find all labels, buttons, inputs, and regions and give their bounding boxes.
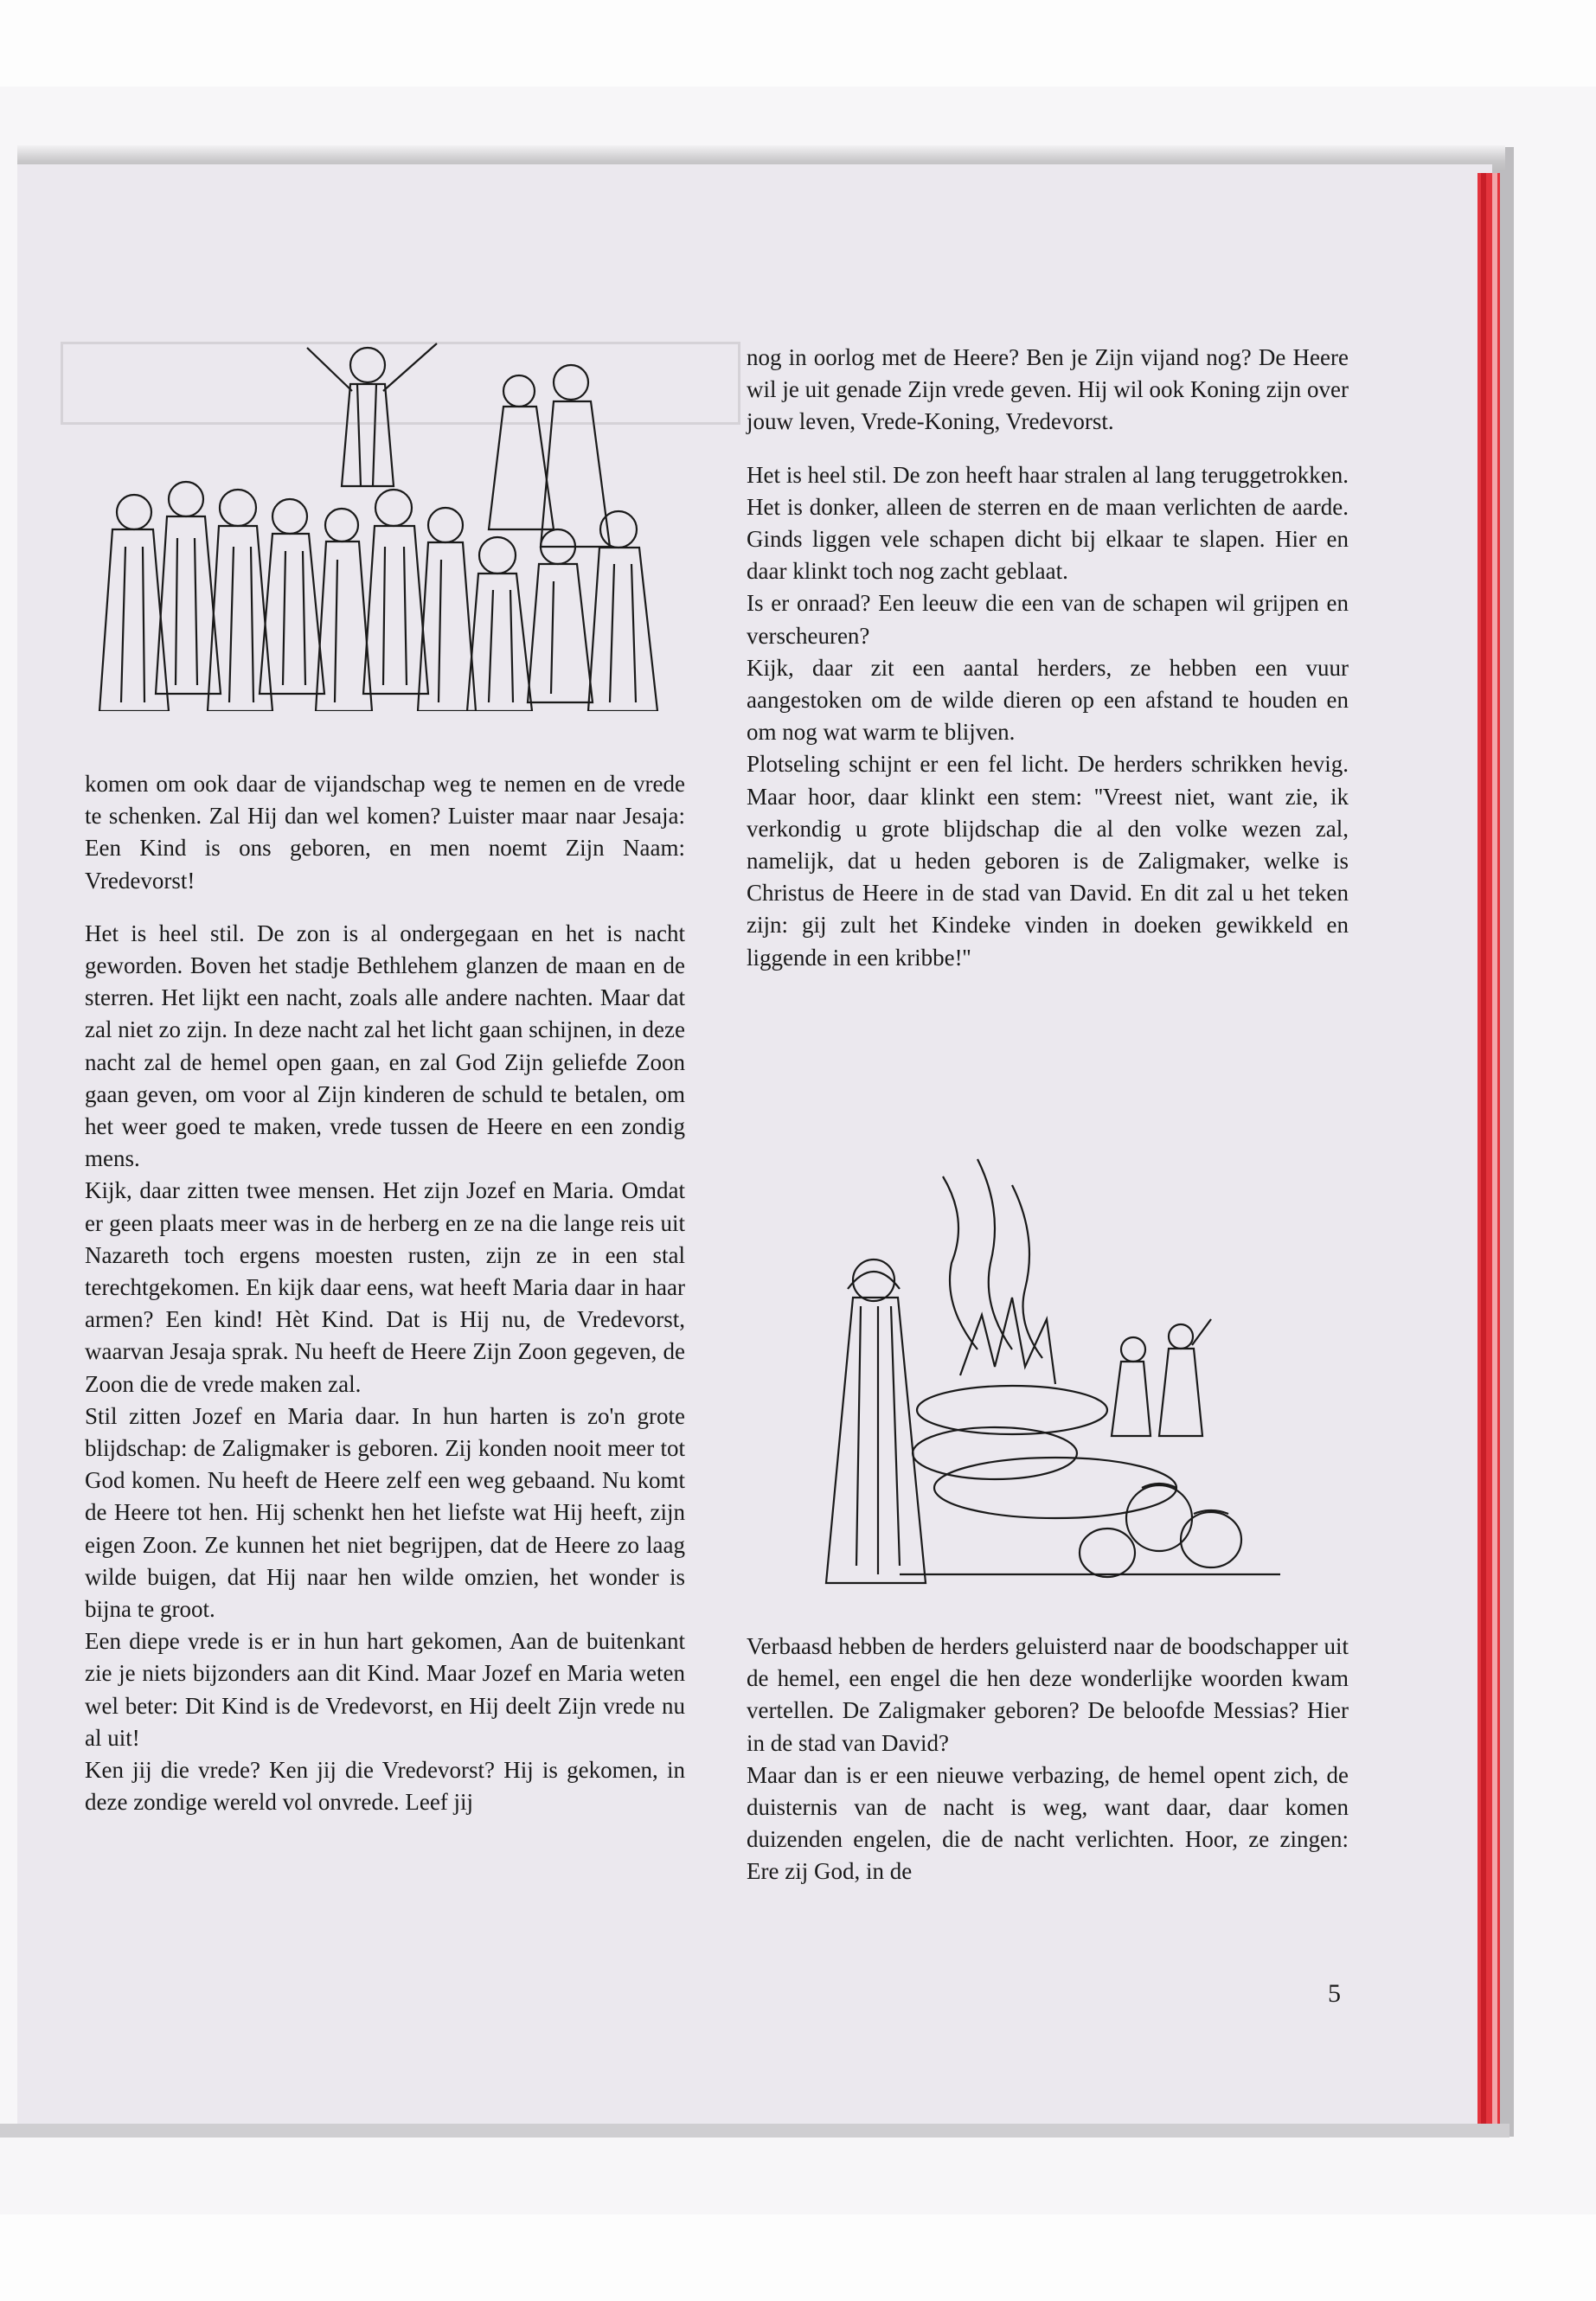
left-paragraph-1: komen om ook daar de vijandschap weg te nemen en de vrede te schenken. Zal Hij dan wel komen? Luister maar naar Jesaja: Een Kind is ons geboren, en men noemt Zijn Naam: Vredevorst! <box>85 771 685 894</box>
right-paragraph-7: Maar dan is er een nieuwe verbazing, de hemel opent zich, de duisternis van de nacht is weg, want daar, daar komen duizenden engelen, die de nacht verlichten. Hoor, ze zingen: Ere zij God, in de <box>747 1761 1349 1885</box>
red-page-edge-dark <box>1481 173 1486 2132</box>
right-paragraph-5: Plotseling schijnt er een fel licht. De herders schrikken hevig. Maar hoor, daar klinkt een stem: ''Vreest niet, want zie, ik verkondig u grote blijdschap die al den volke wezen zal, namelijk, dat u heden geboren is de Zaligmaker, welke is Christus de Heere in de stad van David. En dit zal u het teken zijn: gij zult het Kindeke vinden in doeken gewikkeld en liggende in een kribbe!'' <box>747 751 1349 971</box>
left-text-column <box>85 768 685 1819</box>
scan-margin-top <box>0 0 1596 87</box>
right-paragraph-2: Het is heel stil. De zon heeft haar stralen al lang teruggetrokken. Het is donker, alleen de sterren en de maan verlichten de aarde. Ginds liggen vele schapen dicht bij elkaar te slapen. Hier en daar klinkt toch nog zacht geblaat. <box>747 461 1349 585</box>
right-paragraph-1: nog in oorlog met de Heere? Ben je Zijn vijand nog? De Heere wil je uit genade Zijn vrede geven. Hij wil ook Koning zijn over jouw leven, Vrede-Koning, Vredevorst. <box>747 344 1349 435</box>
scan-margin-bottom <box>0 2214 1596 2301</box>
right-paragraph-3: Is er onraad? Een leeuw die een van de schapen wil grijpen en verscheuren? <box>747 590 1349 649</box>
left-paragraph-3: Kijk, daar zitten twee mensen. Het zijn Jozef en Maria. Omdat er geen plaats meer was in de herberg en ze na die lange reis uit Nazareth toch ergens moesten rusten, zijn ze in een stal terechtgekomen. En kijk daar eens, wat heeft Maria daar in haar armen? Een kind! Hèt Kind. Dat is Hij nu, de Vredevorst, waarvan Jesaja sprak. Nu heeft de Heere Zijn Zoon gegeven, de Zoon die de vrede maken zal. <box>85 1177 685 1397</box>
left-paragraph-4: Stil zitten Jozef en Maria daar. In hun harten is zo'n grote blijdschap: de Zaligmaker is geboren. Zij konden nooit meer tot God komen. Nu heeft de Heere zelf een weg gebaand. Nu komt de Heere tot hen. Hij schenkt hen het liefste wat Hij heeft, zijn eigen Zoon. Ze kunnen het niet begrijpen, dat de Heere zo laag wilde buigen, dat Hij naar hen wilde omzien, het wonder is bijna te groot. <box>85 1402 685 1623</box>
page-number: 5 <box>1328 1979 1341 2008</box>
right-paragraph-6: Verbaasd hebben de herders geluisterd naar de boodschapper uit de hemel, een engel die hen deze wonderlijke woorden kwam vertellen. De Zaligmaker geboren? De beloofde Messias? Hier in de stad van David? <box>747 1633 1349 1756</box>
right-text-column-bottom <box>747 1631 1349 1888</box>
right-text-column-top <box>747 342 1349 974</box>
red-page-edge-highlight <box>1492 173 1497 2132</box>
left-paragraph-5: Een diepe vrede is er in hun hart gekomen, Aan de buitenkant zie je niets bijzonders aan dit Kind. Maar Jozef en Maria weten wel beter: Dit Kind is de Vredevorst, en Hij deelt Zijn vrede nu al uit! <box>85 1628 685 1751</box>
left-paragraph-6: Ken jij die vrede? Ken jij die Vredevorst? Hij is gekomen, in deze zondige wereld vol onvrede. Leef jij <box>85 1757 685 1816</box>
bleed-through-header-box <box>61 342 740 425</box>
left-paragraph-2: Het is heel stil. De zon is al ondergegaan en het is nacht geworden. Boven het stadje Bethlehem glanzen de maan en de sterren. Het lijkt een nacht, zoals alle andere nachten. Maar dat zal niet zo zijn. In deze nacht zal het licht gaan schijnen, in deze nacht zal de hemel open gaan, en zal God Zijn geliefde Zoon gaan geven, om voor al Zijn kinderen de schuld te betalen, om het weer goed te maken, vrede tussen de Heere en een zondig mens. <box>85 920 685 1172</box>
right-paragraph-4: Kijk, daar zit een aantal herders, ze hebben een vuur aangestoken om de wilde dieren op een afstand te houden en om nog wat warm te blijven. <box>747 654 1349 746</box>
shepherds-fire-illustration <box>796 1150 1298 1587</box>
page-bottom-edge <box>0 2124 1509 2138</box>
